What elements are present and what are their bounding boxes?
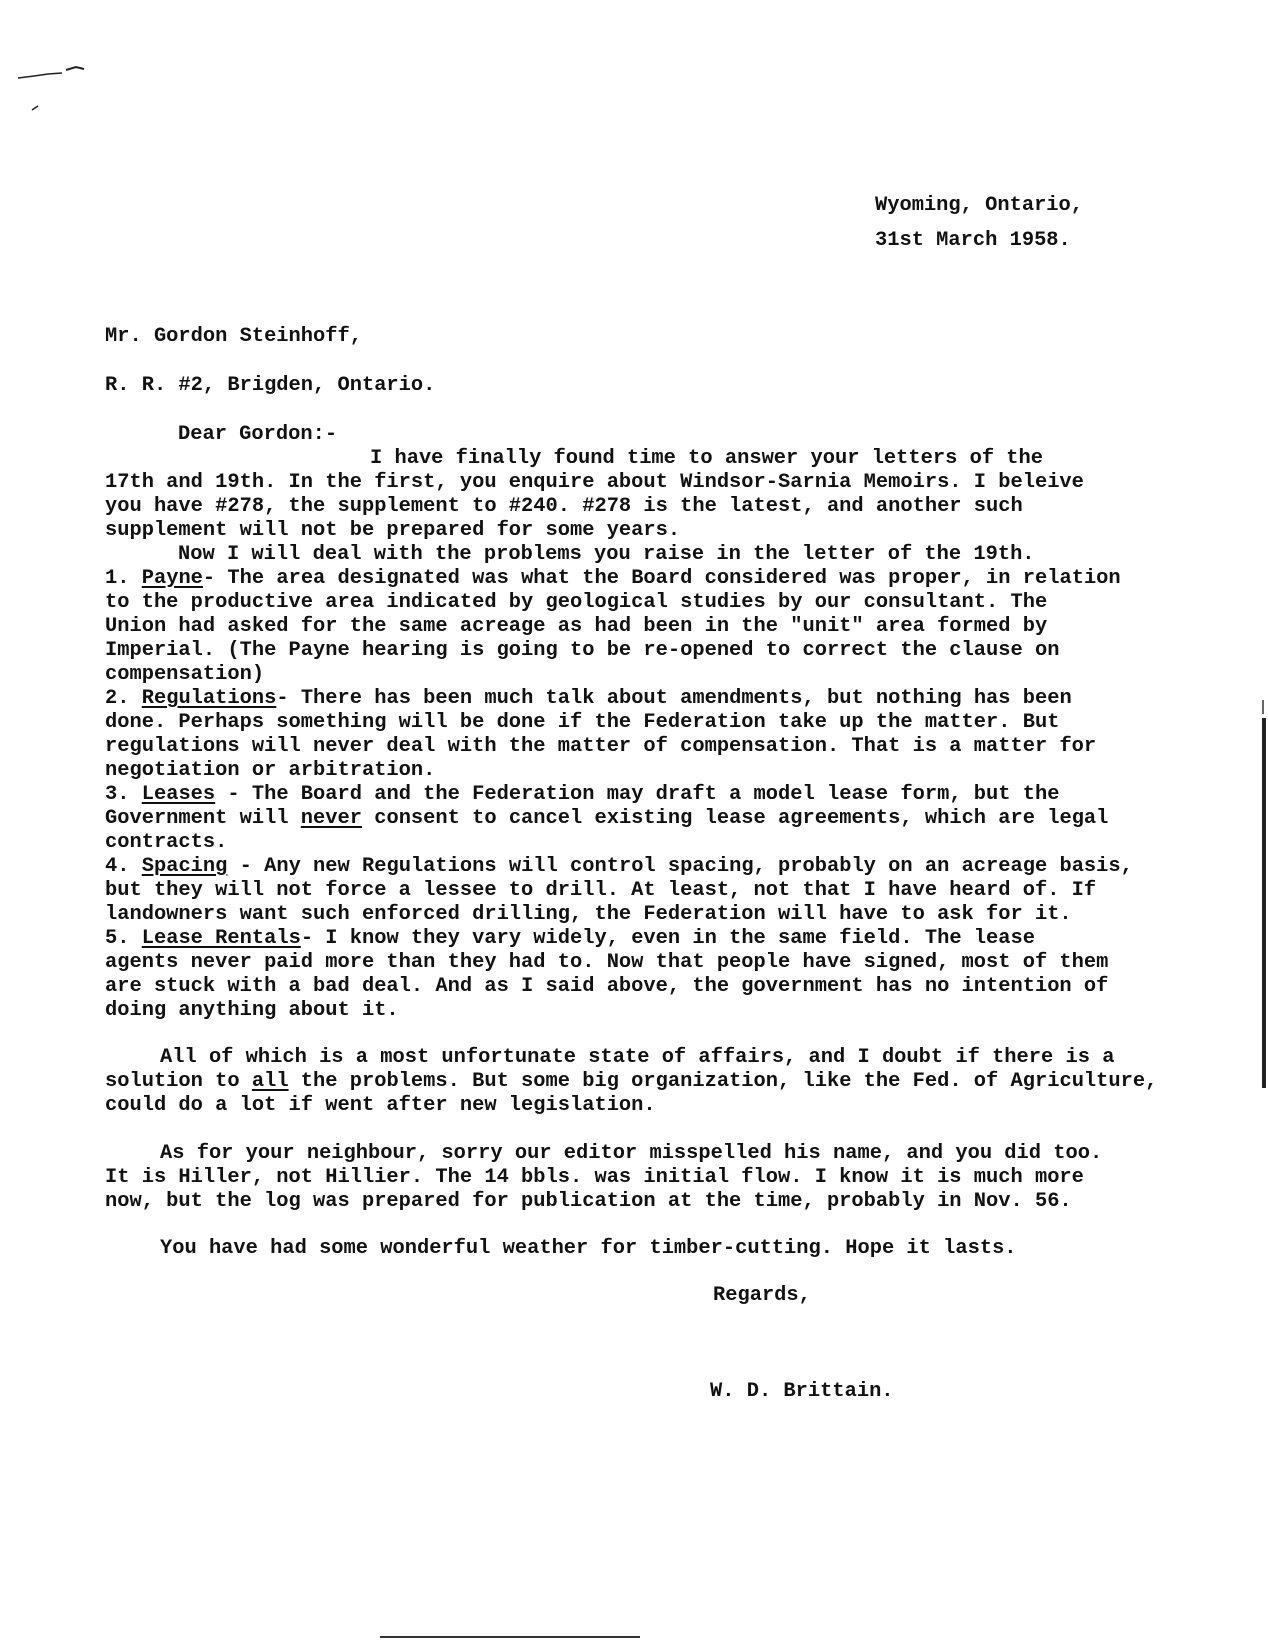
paragraph-text: solution to: [105, 1070, 252, 1093]
paragraph-4-line: now, but the log was prepared for publication at the time, probably in Nov. 56.: [105, 1190, 1072, 1213]
recipient-address: R. R. #2, Brigden, Ontario.: [105, 374, 436, 397]
item-2-line: negotiation or arbitration.: [105, 759, 436, 782]
recipient-name: Mr. Gordon Steinhoff,: [105, 325, 362, 348]
paragraph-1-line: you have #278, the supplement to #240. #278 is the latest, and another such: [105, 495, 1023, 518]
item-3-line: contracts.: [105, 831, 228, 854]
item-5-line: are stuck with a bad deal. And as I said above, the government has no intention of: [105, 975, 1109, 998]
place-line: Wyoming, Ontario,: [875, 194, 1084, 217]
item-4-line: landowners want such enforced drilling, the Federation will have to ask for it.: [105, 903, 1072, 926]
scan-edge-bar: [1262, 718, 1266, 1088]
item-heading: Regulations: [141, 687, 277, 710]
paragraph-text: the problems. But some big organization, like the Fed. of Agriculture,: [288, 1070, 1158, 1093]
item-number: 5.: [105, 927, 130, 950]
signature: W. D. Brittain.: [710, 1380, 894, 1403]
paragraph-3-line: could do a lot if went after new legislation.: [105, 1094, 656, 1117]
item-heading: Payne: [141, 567, 203, 590]
paragraph-2: Now I will deal with the problems you raise in the letter of the 19th.: [178, 543, 1035, 566]
scan-bottom-rule: [380, 1636, 640, 1638]
item-1-line: Imperial. (The Payne hearing is going to be re-opened to correct the clause on: [105, 639, 1060, 662]
item-heading: Spacing: [141, 855, 228, 878]
emphasis-all: all: [251, 1070, 289, 1093]
emphasis-never: never: [300, 807, 362, 830]
item-1-line: compensation): [105, 663, 265, 686]
item-text: Government will: [105, 807, 301, 830]
item-heading: Lease Rentals: [141, 927, 301, 950]
item-heading: Leases: [141, 783, 216, 806]
item-1-line: Union had asked for the same acreage as had been in the "unit" area formed by: [105, 615, 1048, 638]
item-text: - The area designated was what the Board considered was proper, in relation: [202, 567, 1121, 590]
salutation: Dear Gordon:-: [178, 423, 338, 446]
item-1-line: [105, 567, 1121, 592]
item-number: 4.: [105, 855, 130, 878]
corner-pen-mark: [14, 60, 104, 120]
item-number: 3.: [105, 783, 130, 806]
item-3-line: [105, 783, 1059, 808]
scan-edge-mark: [1262, 700, 1264, 714]
item-text: - There has been much talk about amendments, but nothing has been: [276, 687, 1072, 710]
closing: Regards,: [713, 1284, 811, 1307]
paragraph-3-line: [105, 1070, 1157, 1095]
date-line: 31st March 1958.: [875, 229, 1071, 252]
item-3-line: [105, 807, 1108, 832]
item-text: - The Board and the Federation may draft a model lease form, but the: [215, 783, 1060, 806]
item-number: 2.: [105, 687, 130, 710]
item-text: consent to cancel existing lease agreements, which are legal: [361, 807, 1109, 830]
paragraph-4-line: It is Hiller, not Hillier. The 14 bbls. was initial flow. I know it is much more: [105, 1166, 1084, 1189]
item-text: - I know they vary widely, even in the same field. The lease: [300, 927, 1035, 950]
paragraph-1-line: 17th and 19th. In the first, you enquire about Windsor-Sarnia Memoirs. I beleive: [105, 471, 1084, 494]
item-2-line: regulations will never deal with the matter of compensation. That is a matter for: [105, 735, 1097, 758]
item-5-line: [105, 927, 1035, 952]
item-5-line: doing anything about it.: [105, 999, 399, 1022]
item-4-line: but they will not force a lessee to drill. At least, not that I have heard of. If: [105, 879, 1097, 902]
item-4-line: [105, 855, 1133, 880]
item-2-line: [105, 687, 1072, 712]
paragraph-1-line: I have finally found time to answer your letters of the: [370, 447, 1044, 470]
paragraph-3-line: All of which is a most unfortunate state of affairs, and I doubt if there is a: [160, 1046, 1115, 1069]
item-text: - Any new Regulations will control spacing, probably on an acreage basis,: [227, 855, 1133, 878]
item-1-line: to the productive area indicated by geological studies by our consultant. The: [105, 591, 1048, 614]
item-5-line: agents never paid more than they had to. Now that people have signed, most of them: [105, 951, 1109, 974]
item-number: 1.: [105, 567, 130, 590]
paragraph-5: You have had some wonderful weather for timber-cutting. Hope it lasts.: [160, 1237, 1017, 1260]
paragraph-1-line: supplement will not be prepared for some years.: [105, 519, 681, 542]
paragraph-4-line: As for your neighbour, sorry our editor misspelled his name, and you did too.: [160, 1142, 1103, 1165]
item-2-line: done. Perhaps something will be done if the Federation take up the matter. But: [105, 711, 1060, 734]
